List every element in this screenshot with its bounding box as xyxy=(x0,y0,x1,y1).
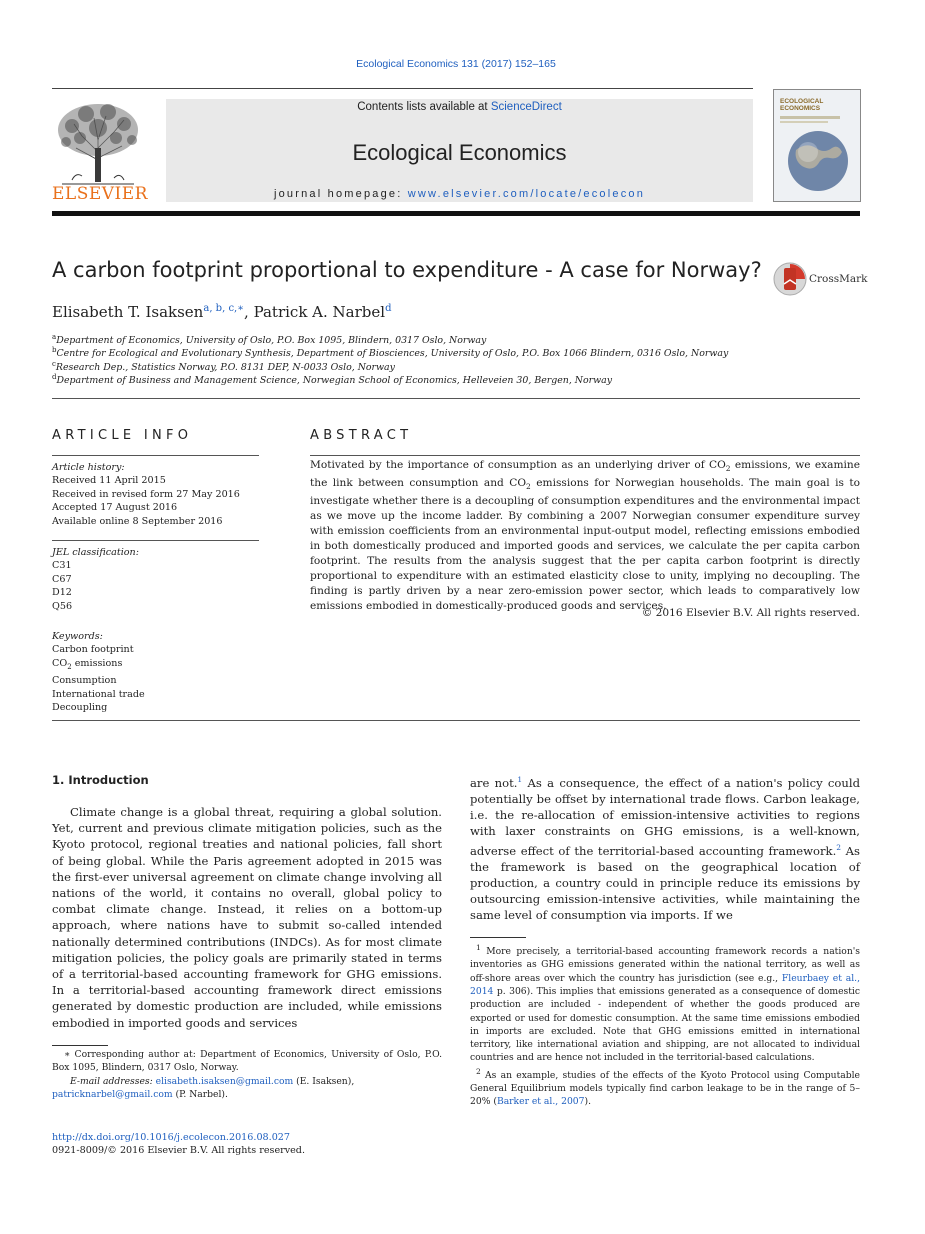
jel-code: Q56 xyxy=(52,600,73,612)
body-paragraph: Climate change is a global threat, requiring a global solution. Yet, current and previous climate mitigation policies, such as the Kyoto protocol, regional treaties and national policies, fall short of being global. While the Paris agreement adopted in 2015 was the first-ever universal agreement on climate change involving all nations of the world, it contains no overall, global policy to combat climate change. Instead, it relies on a bottom-up approach, where nations have to submit so-called intended nationally determined contributions (INDCs). As for most climate mitigation policies, the policy goals are primarily stated in terms of a territorial-based accounting framework for GHG emissions. In a territorial-based accounting framework direct emissions generated by domestic production are included, while emissions embodied in imported goods and services xyxy=(52,805,442,1030)
crossmark-label: CrossMark xyxy=(809,273,868,285)
jel-label: JEL classification: xyxy=(52,547,139,558)
elsevier-wordmark: ELSEVIER xyxy=(52,184,148,204)
corresponding-text: Corresponding author at: Department of Economics, University of Oslo, P.O. Box 1095, Blindern, 0317 Oslo, Norway. xyxy=(52,1049,442,1074)
abstract-part: Motivated by the importance of consumption as an underlying driver of CO xyxy=(310,459,726,471)
abstract-part: emissions, we examine the link between consumption and CO xyxy=(310,459,860,490)
footnote-ref[interactable]: 2 xyxy=(836,842,842,852)
footnotes xyxy=(470,941,860,1109)
crossmark-icon xyxy=(773,262,807,296)
cover-stripe xyxy=(780,116,840,119)
history-item: Received in revised form 27 May 2016 xyxy=(52,488,240,500)
paper-title: A carbon footprint proportional to expenditure - A case for Norway? xyxy=(52,258,762,282)
corresponding-line xyxy=(52,1048,442,1075)
history-item: Received 11 April 2015 xyxy=(52,475,166,487)
keyword: International trade xyxy=(52,688,145,700)
footnote-mark: 2 xyxy=(476,1066,481,1076)
article-info-rule xyxy=(52,540,259,541)
contents-line xyxy=(166,101,753,113)
homepage-link[interactable]: www.elsevier.com/locate/ecolecon xyxy=(407,188,646,200)
header-rule xyxy=(52,88,753,89)
cover-title-line: ECONOMICS xyxy=(780,105,821,112)
sciencedirect-link[interactable]: ScienceDirect xyxy=(490,101,562,113)
jel-classification xyxy=(52,546,139,613)
homepage-label: journal homepage: xyxy=(273,188,408,200)
body-part: As the framework is based on the geographical location of production, a country could in principle reduce its emissions by outsourcing emission-intensive activities, while maintaining the same level of consumption via imports. If we xyxy=(470,843,860,923)
author-name[interactable]: Patrick A. Narbel xyxy=(253,303,386,321)
keywords xyxy=(52,630,145,714)
email-label: E-mail addresses: xyxy=(70,1075,156,1087)
article-history xyxy=(52,461,240,528)
section-heading: 1. Introduction xyxy=(52,773,149,787)
keyword-part: CO xyxy=(52,657,68,669)
affiliation xyxy=(52,333,486,346)
affiliation-text: Department of Business and Management Science, Norwegian School of Economics, Helleveien 30, Bergen, Norway xyxy=(56,375,613,387)
jel-code: C31 xyxy=(52,560,72,572)
author-separator: , xyxy=(244,303,254,321)
keyword xyxy=(52,657,145,674)
body-paragraph xyxy=(470,772,860,924)
elsevier-logo xyxy=(52,100,148,204)
footnote-text: ). xyxy=(584,1096,591,1108)
article-info-rule xyxy=(52,455,259,456)
affiliation-mark: a xyxy=(52,333,57,341)
affiliation-text: Centre for Ecological and Evolutionary Synthesis, Department of Biosciences, University of Oslo, P.O. Box 1066 Blindern, 0316 Oslo, Norway xyxy=(56,348,729,360)
citation-link[interactable]: Barker et al., 2007 xyxy=(496,1096,585,1108)
corresponding-author-mark[interactable]: ∗ xyxy=(237,303,245,314)
email-line xyxy=(52,1088,442,1101)
issn-line: 0921-8009/© 2016 Elsevier B.V. All rights reserved. xyxy=(52,1145,305,1157)
affiliation xyxy=(52,346,728,359)
author-affil-marks[interactable]: a, b, c, xyxy=(203,303,238,314)
email-owner: (P. Narbel). xyxy=(172,1088,228,1100)
abstract-copyright: © 2016 Elsevier B.V. All rights reserved. xyxy=(641,607,860,619)
jel-code: D12 xyxy=(52,587,72,599)
keyword: Decoupling xyxy=(52,701,108,713)
journal-homepage xyxy=(166,188,753,200)
email-link[interactable]: elisabeth.isaksen@gmail.com xyxy=(155,1075,294,1087)
cover-title-line: ECOLOGICAL xyxy=(780,98,824,105)
cover-title xyxy=(780,98,823,112)
email-link[interactable]: patricknarbel@gmail.com xyxy=(52,1088,173,1100)
affiliation-mark: b xyxy=(52,346,57,354)
cover-stripe xyxy=(780,121,828,123)
footnote-ref[interactable]: 1 xyxy=(517,775,523,784)
keyword: Carbon footprint xyxy=(52,644,134,656)
keywords-label: Keywords: xyxy=(52,631,103,642)
abstract-subscript: 2 xyxy=(725,464,731,474)
abstract-part: emissions for Norwegian households. The main goal is to investigate whether there is a decoupling of consumption expenditures and the environmental impact as we move up the income ladder. By combining a 2007 Norwegian consumer expenditure survey with emission coefficients from an environmental input-output model, reflecting emissions embodied in both domestically produced and imported goods and services, we calculate the per capita carbon footprint. The results from the analysis suggest that the per capita carbon footprint is directly proportional to expenditure with an estimated elasticity close to unity, implying no decoupling. The finding is partly driven by a near zero-emission power sector, which leads to comparatively low emissions embodied in domestically-produced goods and services. xyxy=(310,477,860,613)
globe-icon xyxy=(782,128,854,194)
author-affil-marks[interactable]: d xyxy=(385,303,392,314)
footnote-text: p. 306). This implies that emissions generated as a consequence of domestic production are included - independent of whether the goods produced are exported or used for domestic consumption. At the same time emissions embodied in imports are excluded. Note that GHG emissions emitted in international territory, like international aviation and shipping, are not allocated to individual countries and are hence not included in the territorial-based calculations. xyxy=(470,985,860,1064)
doi-link[interactable]: http://dx.doi.org/10.1016/j.ecolecon.2016.08.027 xyxy=(52,1132,291,1143)
affiliation-mark: c xyxy=(52,360,56,368)
author-name[interactable]: Elisabeth T. Isaksen xyxy=(52,303,204,321)
email-line xyxy=(52,1075,442,1088)
journal-title: Ecological Economics xyxy=(352,140,567,165)
doi-block xyxy=(52,1131,305,1158)
footnote-text: As an example, studies of the effects of the Kyoto Protocol using Computable General Equilibrium models typically find carbon leakage to be in the range of 5–20% ( xyxy=(470,1069,860,1108)
crossmark-badge[interactable] xyxy=(773,262,868,296)
email-owner: (E. Isaksen), xyxy=(293,1075,355,1087)
jel-code: C67 xyxy=(52,573,72,585)
history-label: Article history: xyxy=(52,462,125,473)
footnote xyxy=(470,1065,860,1109)
body-part: are not. xyxy=(470,775,518,790)
affiliation-text: Department of Economics, University of Oslo, P.O. Box 1095, Blindern, 0317 Oslo, Norway xyxy=(56,335,487,347)
front-matter-rule xyxy=(52,720,860,721)
body-part: As a consequence, the effect of a nation's policy could potentially be offset by international trade flows. Carbon leakage, i.e. the re-allocation of emission-intensive activities to regions with laxer constraints on GHG emissions, is a well-known, adverse effect of the territorial-based accounting framework. xyxy=(470,775,861,858)
abstract-heading: ABSTRACT xyxy=(310,428,413,443)
keyword-part: emissions xyxy=(71,657,123,669)
abstract-subscript: 2 xyxy=(526,482,531,492)
corresponding-author-note xyxy=(52,1048,442,1101)
authors xyxy=(52,303,391,321)
article-info-heading: ARTICLE INFO xyxy=(52,428,193,443)
footnote xyxy=(470,941,860,1065)
footnote-text: More precisely, a territorial-based accounting framework records a nation's inventories as GHG emissions generated within the national territory, as well as off-shore areas over which the country has jurisdiction (see e.g., xyxy=(470,946,860,984)
affiliation-mark: d xyxy=(52,373,57,381)
footnote-mark: 1 xyxy=(476,943,481,952)
affiliation xyxy=(52,373,612,386)
citation-link[interactable]: Fleurbaey et al., 2014 xyxy=(470,972,860,997)
footnote-rule xyxy=(470,937,526,938)
affiliation xyxy=(52,360,395,373)
abstract-text xyxy=(310,458,860,614)
history-item: Accepted 17 August 2016 xyxy=(52,502,178,514)
affiliation-text: Research Dep., Statistics Norway, P.O. 8131 DEP, N-0033 Oslo, Norway xyxy=(55,362,395,374)
contents-prefix: Contents lists available at xyxy=(357,101,491,113)
header-thick-rule xyxy=(52,211,860,216)
keyword-subscript: 2 xyxy=(67,662,72,671)
history-item: Available online 8 September 2016 xyxy=(52,515,223,527)
abstract-rule xyxy=(310,455,860,456)
keyword: Consumption xyxy=(52,675,117,687)
footnote-rule xyxy=(52,1045,108,1046)
journal-reference[interactable]: Ecological Economics 131 (2017) 152–165 xyxy=(356,58,556,70)
corresponding-star: ∗ xyxy=(64,1049,71,1060)
title-rule xyxy=(52,398,860,399)
journal-cover[interactable] xyxy=(773,89,861,202)
